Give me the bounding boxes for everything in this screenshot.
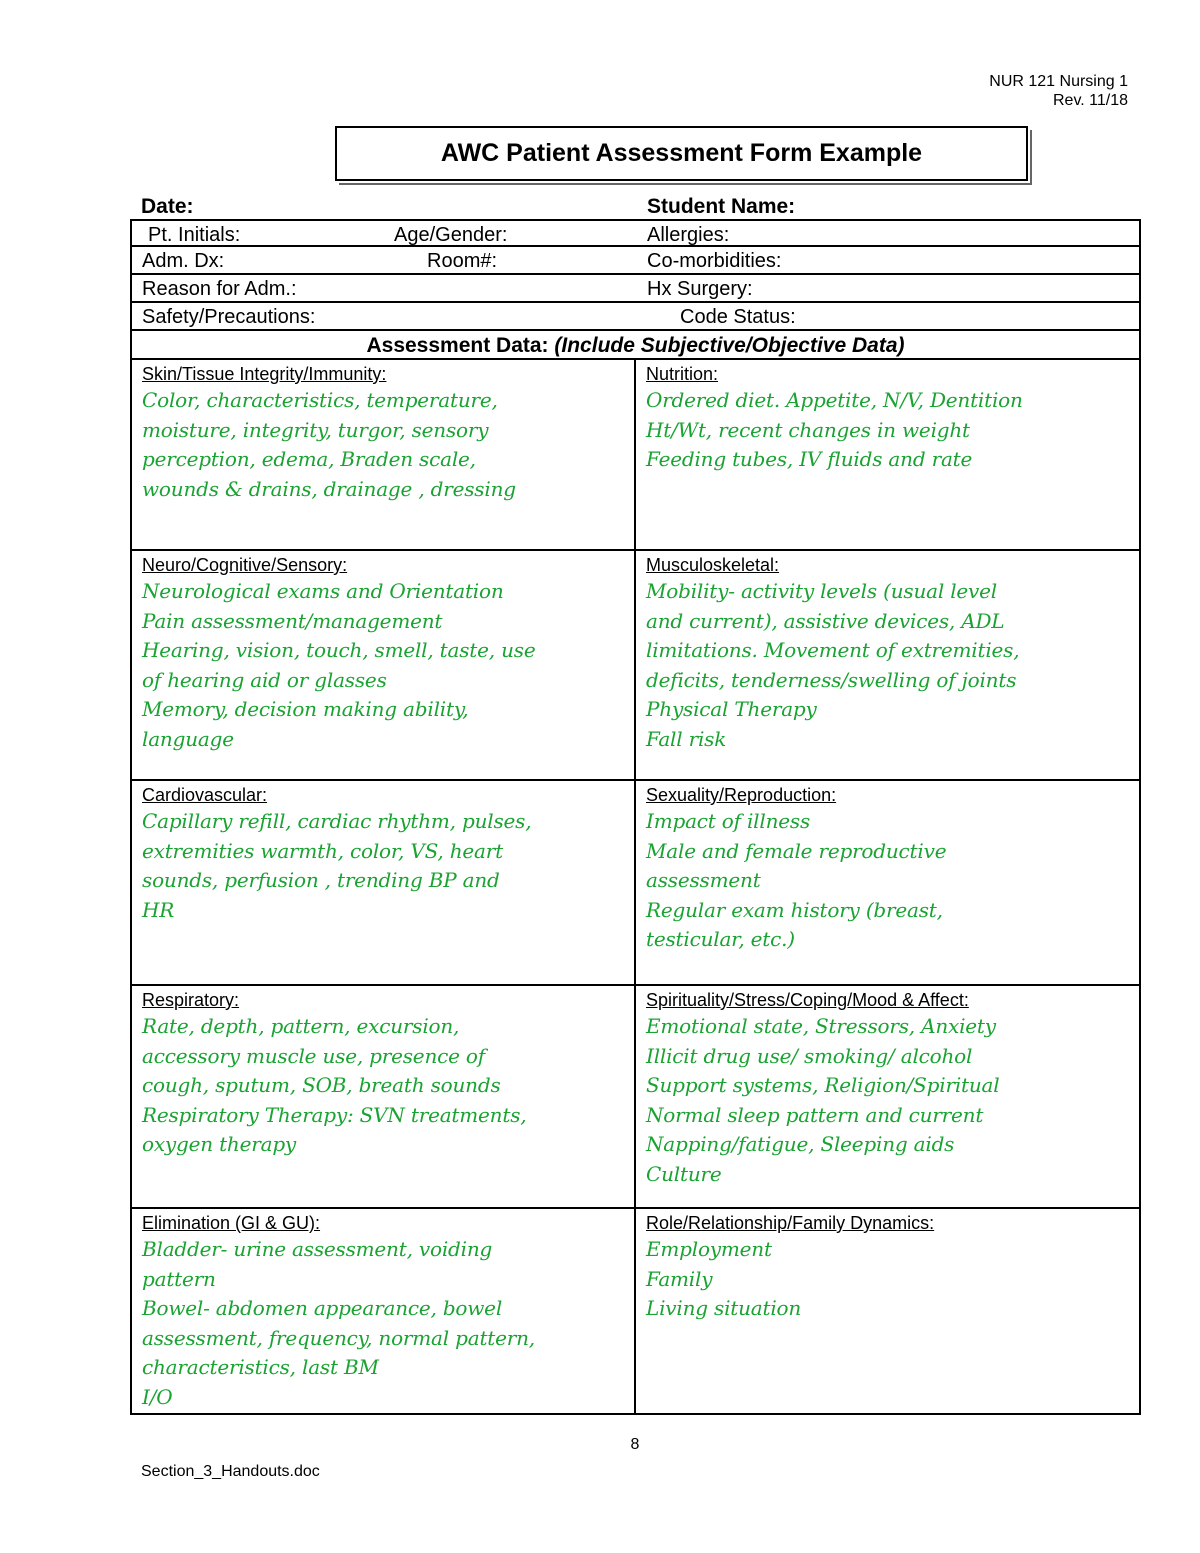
date-label: Date: — [141, 195, 194, 218]
age-gender-field[interactable]: Age/Gender: — [394, 224, 508, 246]
reason-field[interactable]: Reason for Adm.: — [142, 278, 297, 300]
assessment-form — [130, 219, 1141, 1415]
section-nutrition[interactable] — [636, 360, 1141, 551]
form-title: AWC Patient Assessment Form Example — [335, 126, 1028, 181]
section-skin[interactable] — [132, 360, 636, 551]
section-title: Cardiovascular: — [142, 785, 268, 805]
section-body: Employment Family Living situation — [646, 1237, 802, 1321]
section-body: Rate, depth, pattern, excursion, accessory muscle use, presence of cough, sputum, SOB, breath sounds Respiratory Therapy: SVN treatments, oxygen therapy — [142, 1014, 527, 1157]
document-header — [989, 72, 1128, 110]
section-body: Neurological exams and Orientation Pain assessment/management Hearing, vision, touch, smell, taste, use of hearing aid or glasses Memory, decision making ability, language — [142, 579, 536, 751]
section-musculoskeletal[interactable] — [636, 551, 1141, 781]
section-title: Respiratory: — [142, 990, 240, 1010]
code-status-field[interactable]: Code Status: — [680, 306, 796, 328]
section-cardiovascular[interactable] — [132, 781, 636, 986]
info-row-reason — [130, 275, 1141, 303]
section-title: Spirituality/Stress/Coping/Mood & Affect: — [646, 990, 969, 1010]
section-neuro[interactable] — [132, 551, 636, 781]
allergies-field[interactable]: Allergies: — [647, 224, 730, 246]
pt-initials-field[interactable]: Pt. Initials: — [148, 224, 241, 246]
section-sexuality[interactable] — [636, 781, 1141, 986]
section-title: Role/Relationship/Family Dynamics: — [646, 1213, 935, 1233]
info-row-admission — [130, 247, 1141, 275]
section-title: Elimination (GI & GU): — [142, 1213, 321, 1233]
section-body: Color, characteristics, temperature, moisture, integrity, turgor, sensory perception, edema, Braden scale, wounds & drains, drainage , dressing — [142, 388, 516, 501]
room-field[interactable]: Room#: — [427, 250, 498, 272]
revision-label: Rev. 11/18 — [1052, 92, 1128, 109]
section-title: Musculoskeletal: — [646, 555, 780, 575]
section-body: Ordered diet. Appetite, N/V, Dentition Ht/Wt, recent changes in weight Feeding tubes, IV fluids and rate — [646, 388, 1023, 472]
section-title: Skin/Tissue Integrity/Immunity: — [142, 364, 387, 384]
section-spirituality[interactable] — [636, 986, 1141, 1209]
section-title: Sexuality/Reproduction: — [646, 785, 837, 805]
section-body: Mobility- activity levels (usual level and current), assistive devices, ADL limitations. Movement of extremities, deficits, tenderness/swelling of joints Physical Therapy Fall risk — [646, 579, 1020, 751]
student-name-label: Student Name: — [647, 195, 796, 218]
info-row-patient — [130, 219, 1141, 247]
assessment-grid — [130, 360, 1141, 1415]
safety-field[interactable]: Safety/Precautions: — [142, 306, 316, 328]
section-body: Capillary refill, cardiac rhythm, pulses, extremities warmth, color, VS, heart sounds, perfusion , trending BP and HR — [142, 809, 532, 922]
section-body: Bladder- urine assessment, voiding pattern Bowel- abdomen appearance, bowel assessment, frequency, normal pattern, characteristics, last BM I/O — [142, 1237, 535, 1409]
section-elimination[interactable] — [132, 1209, 636, 1413]
comorbidities-field[interactable]: Co-morbidities: — [647, 250, 782, 272]
course-label: NUR 121 Nursing 1 — [989, 73, 1128, 90]
section-role-relationship[interactable] — [636, 1209, 1141, 1413]
section-body: Emotional state, Stressors, Anxiety Illicit drug use/ smoking/ alcohol Support systems, Religion/Spiritual Normal sleep pattern and current Napping/fatigue, Sleeping aids Culture — [646, 1014, 1000, 1186]
section-body: Impact of illness Male and female reproductive assessment Regular exam history (breast, testicular, etc.) — [646, 809, 947, 952]
assessment-data-label: Assessment Data: — [366, 334, 549, 357]
section-respiratory[interactable] — [132, 986, 636, 1209]
section-title: Neuro/Cognitive/Sensory: — [142, 555, 348, 575]
assessment-data-note: (Include Subjective/Objective Data) — [554, 334, 905, 357]
section-title: Nutrition: — [646, 364, 719, 384]
info-row-safety — [130, 303, 1141, 331]
page-number: 8 — [630, 1436, 640, 1453]
footer-filename: Section_3_Handouts.doc — [141, 1463, 320, 1480]
assessment-data-header — [130, 331, 1141, 360]
hx-surgery-field[interactable]: Hx Surgery: — [647, 278, 753, 300]
adm-dx-field[interactable]: Adm. Dx: — [142, 250, 225, 272]
